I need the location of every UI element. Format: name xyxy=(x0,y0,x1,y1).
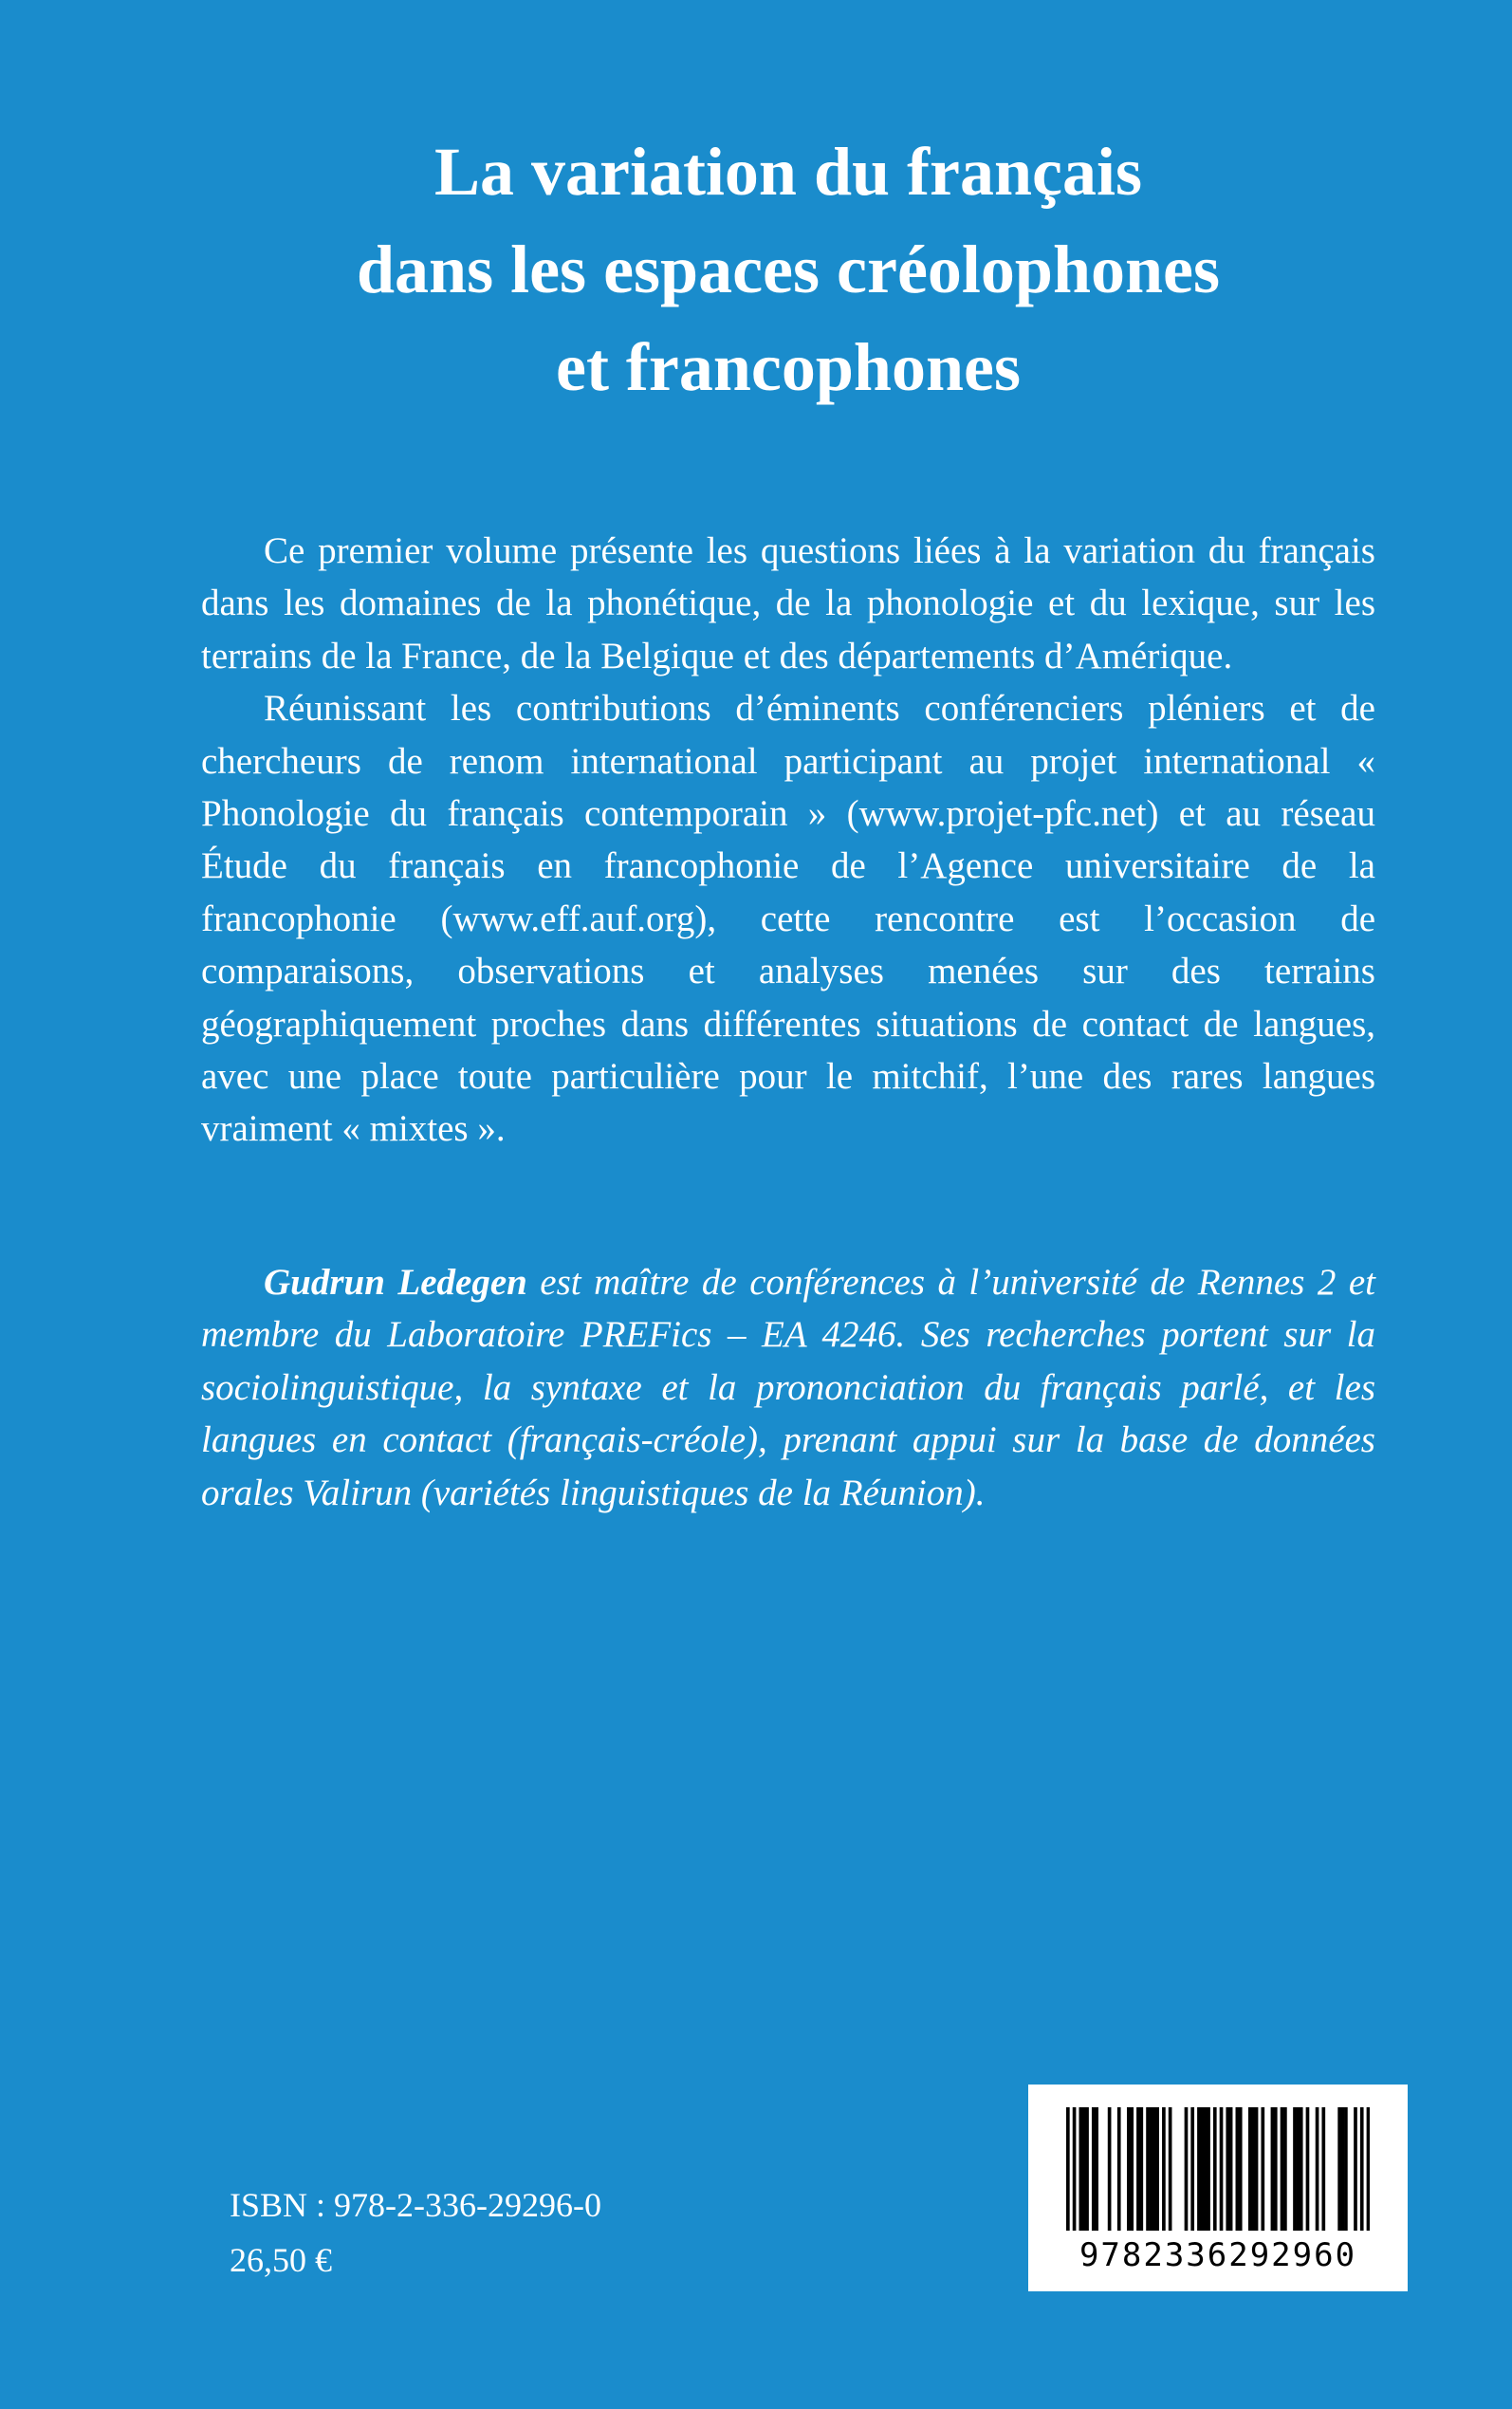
barcode-bar xyxy=(1316,2107,1319,2231)
barcode-bar xyxy=(1152,2107,1156,2231)
barcode-bar xyxy=(1136,2107,1140,2231)
description-paragraph-2: Réunissant les contributions d’éminents conférenciers pléniers et de chercheurs de renom international participant au projet international « Phonologie du français contemporain » (www.projet-pfc.net) et au réseau Étude du français en francophonie de l’Agence universitaire de la francophonie (www.eff.auf.org), cette rencontre est l’occasion de comparaisons, observations et analyses menées sur des terrains géographiquement proches dans différentes situations de contact de langues, avec une place toute particulière pour le mitchif, l’une des rares langues vraiment « mixtes ». xyxy=(201,688,1375,1150)
barcode-bar xyxy=(1229,2107,1233,2231)
barcode-bar xyxy=(1073,2107,1077,2231)
barcode-bar xyxy=(1283,2107,1287,2231)
barcode-bar xyxy=(1274,2107,1278,2231)
barcode-bar xyxy=(1220,2107,1224,2231)
price-text: 26,50 € xyxy=(230,2241,332,2279)
barcode-bar xyxy=(1300,2107,1303,2231)
barcode-bar xyxy=(1130,2107,1134,2231)
barcode-bar xyxy=(1162,2107,1166,2231)
barcode-bar xyxy=(1200,2107,1204,2231)
barcode-bar xyxy=(1261,2107,1264,2231)
author-name: Gudrun Ledegen xyxy=(264,1262,527,1303)
barcode-bar xyxy=(1207,2107,1210,2231)
barcode-bar xyxy=(1127,2107,1131,2231)
barcode-bar xyxy=(1095,2107,1098,2231)
barcode-bar xyxy=(1239,2107,1243,2231)
barcode-bar xyxy=(1297,2107,1300,2231)
barcode-number: 9782336292960 xyxy=(1079,2236,1357,2274)
barcode-bar xyxy=(1251,2107,1255,2231)
barcode-bar xyxy=(1271,2107,1275,2231)
barcode-bar xyxy=(1255,2107,1259,2231)
barcode-bar xyxy=(1341,2107,1345,2231)
barcode-bar xyxy=(1213,2107,1217,2231)
barcode-bar xyxy=(1248,2107,1252,2231)
barcode-bar xyxy=(1367,2107,1370,2231)
title-line-2: dans les espaces créolophones xyxy=(356,232,1221,307)
barcode-bar xyxy=(1197,2107,1201,2231)
barcode-bar xyxy=(1092,2107,1096,2231)
barcode-bar xyxy=(1139,2107,1143,2231)
barcode-bar xyxy=(1185,2107,1189,2231)
barcode xyxy=(1028,2085,1408,2291)
barcode-bar xyxy=(1354,2107,1357,2231)
barcode-bar xyxy=(1281,2107,1284,2231)
book-description xyxy=(201,525,1375,1156)
barcode-bar xyxy=(1085,2107,1089,2231)
barcode-bar xyxy=(1117,2107,1121,2231)
barcode-bar xyxy=(1146,2107,1150,2231)
barcode-bar xyxy=(1169,2107,1172,2231)
barcode-bar xyxy=(1066,2107,1070,2231)
barcode-bar xyxy=(1155,2107,1159,2231)
barcode-bar xyxy=(1360,2107,1364,2231)
barcode-bar xyxy=(1204,2107,1208,2231)
author-bio xyxy=(201,1256,1375,1519)
barcode-bars xyxy=(1066,2107,1370,2231)
barcode-bar xyxy=(1337,2107,1341,2231)
barcode-bar xyxy=(1108,2107,1112,2231)
book-title xyxy=(190,123,1387,417)
barcode-bar xyxy=(1082,2107,1086,2231)
title-line-1: La variation du français xyxy=(433,134,1143,210)
isbn-text: ISBN : 978-2-336-29296-0 xyxy=(230,2186,601,2224)
description-paragraph-1: Ce premier volume présente les questions liées à la variation du français dans les domaines de la phonétique, de la phonologie et du lexique, sur les terrains de la France, de la Belgique et des départements d’Amérique. xyxy=(201,530,1375,676)
barcode-bar xyxy=(1344,2107,1348,2231)
barcode-bar xyxy=(1150,2107,1153,2231)
barcode-bar xyxy=(1321,2107,1325,2231)
barcode-bar xyxy=(1306,2107,1310,2231)
barcode-bar xyxy=(1190,2107,1194,2231)
barcode-bar xyxy=(1236,2107,1240,2231)
barcode-bar xyxy=(1079,2107,1082,2231)
barcode-bar xyxy=(1293,2107,1297,2231)
barcode-bar xyxy=(1226,2107,1229,2231)
author-bio-text: est maître de conférences à l’université de Rennes 2 et membre du Laboratoire PREFics – EA 4246. Ses recherches portent sur la sociolinguistique, la syntaxe et la prononciation du français parlé, et les langues en contact (français-créole), prenant appui sur la base de données orales Valirun (variétés linguistiques de la Réunion). xyxy=(201,1262,1375,1513)
title-line-3: et francophones xyxy=(556,329,1021,405)
